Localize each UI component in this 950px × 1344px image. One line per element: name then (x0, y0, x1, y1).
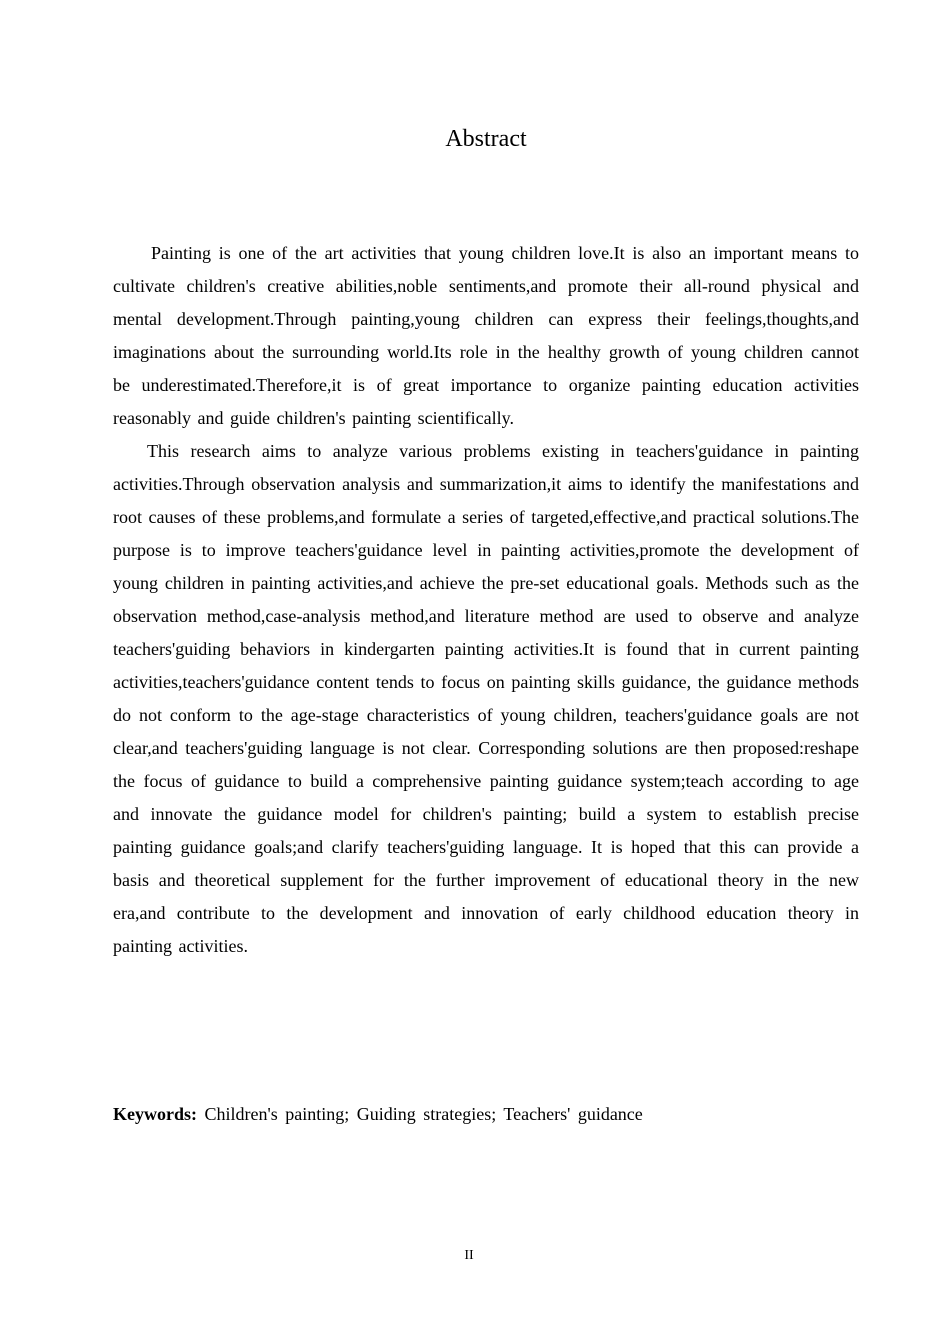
abstract-paragraph-2: This research aims to analyze various problems existing in teachers'guidance in painting activities.Through observation analysis and summarization,it aims to identify the manifestations and root causes of these problems,and formulate a series of targeted,effective,and practical solutions.The purpose is to improve teachers'guidance level in painting activities,promote the development of young children in painting activities,and achieve the pre-set educational goals. Methods such as the observation method,case-analysis method,and literature method are used to observe and analyze teachers'guiding behaviors in kindergarten painting activities.It is found that in current painting activities,teachers'guidance content tends to focus on painting skills guidance, the guidance methods do not conform to the age-stage characteristics of young children, teachers'guidance goals are not clear,and teachers'guiding language is not clear. Corresponding solutions are then proposed:reshape the focus of guidance to build a comprehensive painting guidance system;teach according to age and innovate the guidance model for children's painting; build a system to establish precise painting guidance goals;and clarify teachers'guiding language. It is hoped that this can provide a basis and theoretical supplement for the further improvement of educational theory in the new era,and contribute to the development and innovation of early childhood education theory in painting activities. (113, 441, 859, 956)
abstract-body (113, 237, 859, 963)
abstract-title: Abstract (445, 126, 527, 152)
page-number: II (464, 1248, 474, 1263)
abstract-paragraph-1: Painting is one of the art activities that young children love.It is also an important means to cultivate children's creative abilities,noble sentiments,and promote their all-round physical and mental development.Through painting,young children can express their feelings,thoughts,and imaginations about the surrounding world.Its role in the healthy growth of young children cannot be underestimated.Therefore,it is of great importance to organize painting education activities reasonably and guide children's painting scientifically. (113, 243, 859, 428)
keywords-text: Children's painting; Guiding strategies; Teachers' guidance (204, 1104, 643, 1124)
keywords-label: Keywords: (113, 1104, 197, 1124)
keywords-line (113, 1099, 859, 1129)
